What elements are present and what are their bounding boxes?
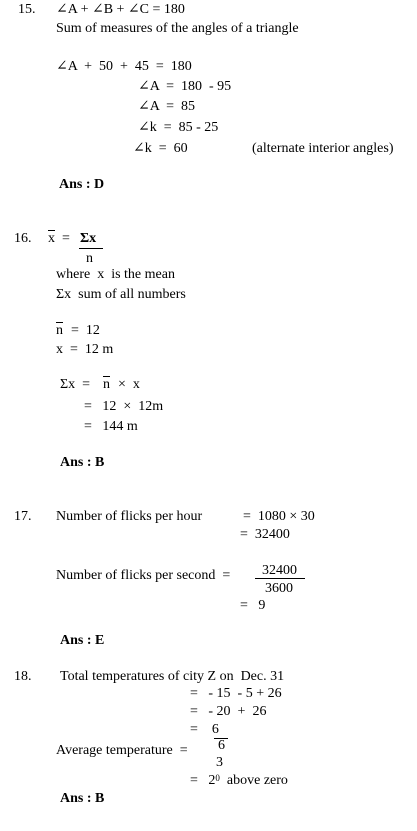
q18-line1: = - 15 - 5 + 26 xyxy=(190,686,282,701)
q18-line3: = 6 xyxy=(190,722,219,737)
q17-denominator: 3600 xyxy=(265,581,293,596)
q16-equals: = xyxy=(62,231,70,246)
q16-sigma-x-left: Σx = xyxy=(60,377,98,392)
q18-number: 18. xyxy=(14,669,32,684)
q18-line2: = - 20 + 26 xyxy=(190,704,267,719)
q15-number: 15. xyxy=(18,2,36,17)
q17-label-per-hour: Number of flicks per hour xyxy=(56,509,203,524)
q15-description: Sum of measures of the angles of a triangle xyxy=(56,21,299,36)
q17-numerator: 32400 xyxy=(262,563,297,578)
q16-xbar: $\overline{x}$ xyxy=(48,231,55,246)
q16-x-value: x = 12 m xyxy=(56,342,114,357)
q18-label: Total temperatures of city Z on Dec. 31 xyxy=(60,669,285,684)
q15-answer: Ans : D xyxy=(59,177,105,192)
q15-step1: ∠A + 50 + 45 = 180 xyxy=(56,59,192,74)
q17-result: = 9 xyxy=(240,598,266,613)
q16-fraction-bar xyxy=(79,248,103,249)
q18-result: = $2^0$ above zero xyxy=(190,773,288,788)
q18-answer: Ans : B xyxy=(60,791,105,806)
q15-step4: ∠k = 85 - 25 xyxy=(138,120,219,135)
q17-value-per-hour-result: = 32400 xyxy=(240,527,290,542)
q15-note: (alternate interior angles) xyxy=(252,141,394,156)
q17-fraction-bar xyxy=(255,578,305,579)
q16-sigma-x-nbar: $\overline{n}$ xyxy=(103,377,110,392)
q16-sigma-description: Σx sum of all numbers xyxy=(56,287,186,302)
q16-sigma-x-right: × x xyxy=(111,377,140,392)
q18-result-exponent: 0 xyxy=(215,773,220,783)
q16-answer: Ans : B xyxy=(60,455,105,470)
q17-number: 17. xyxy=(14,509,32,524)
q18-average-label: Average temperature = xyxy=(56,743,188,758)
q16-number: 16. xyxy=(14,231,32,246)
q16-n: n xyxy=(86,251,93,266)
q17-label-per-second: Number of flicks per second = xyxy=(56,568,231,583)
q15-equation: ∠A + ∠B + ∠C = 180 xyxy=(56,2,185,17)
q16-line2: = 12 × 12m xyxy=(84,399,164,414)
q18-average-numerator: 6 xyxy=(218,738,225,753)
q17-value-per-hour: = 1080 × 30 xyxy=(243,509,315,524)
q15-step2: ∠A = 180 - 95 xyxy=(138,79,232,94)
q15-step3: ∠A = 85 xyxy=(138,99,195,114)
q17-answer: Ans : E xyxy=(60,633,105,648)
q16-line3: = 144 m xyxy=(84,419,138,434)
q18-average-denominator: 3 xyxy=(216,755,223,770)
q15-step5: ∠k = 60 xyxy=(133,141,188,156)
q16-sum-x: Σx xyxy=(80,231,97,246)
q16-nbar-value: = 12 xyxy=(64,323,100,338)
q16-where: where x is the mean xyxy=(56,267,175,282)
q16-nbar: $\overline{n}$ xyxy=(56,323,63,338)
